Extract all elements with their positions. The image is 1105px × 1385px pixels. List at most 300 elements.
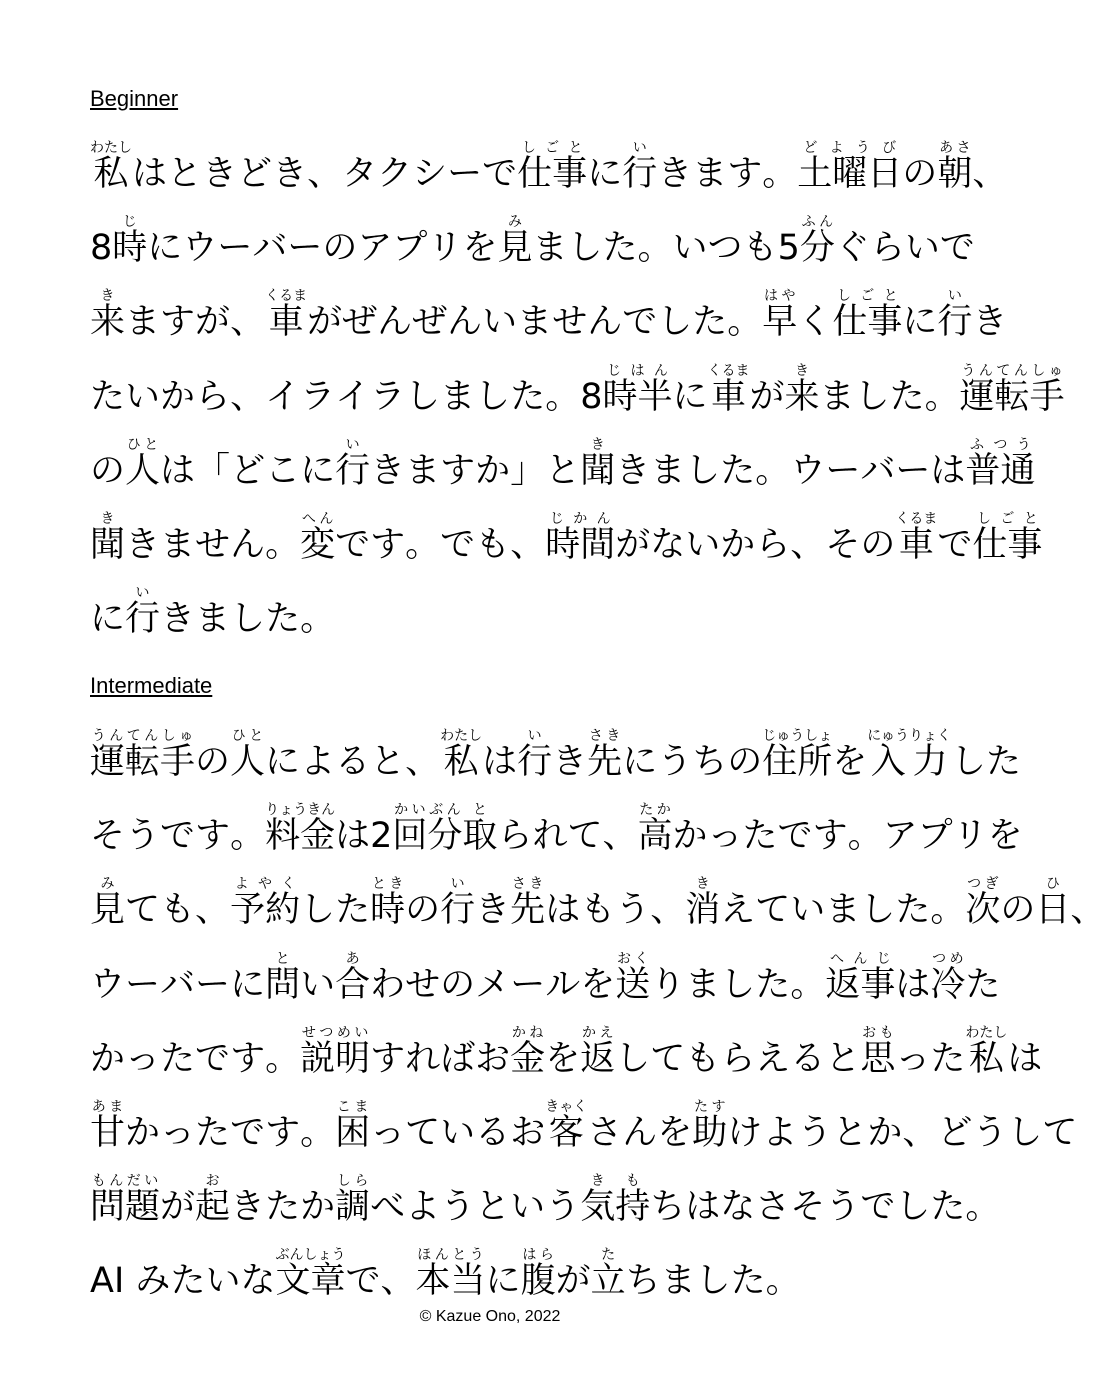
text-char: っ [895, 1038, 931, 1079]
text-char: た [195, 1113, 231, 1153]
text-char: ー [195, 964, 231, 1005]
text-char: 。 [545, 376, 581, 417]
text-char: う [125, 816, 161, 857]
text-char: べ [370, 1187, 406, 1228]
text-char: 。 [924, 376, 960, 417]
text-char: を [657, 1113, 693, 1153]
text-char: で [160, 816, 196, 857]
text-char: っ [160, 1113, 196, 1153]
furigana-reading: と [462, 802, 498, 819]
text-char: は [685, 1187, 721, 1228]
furigana-reading: み [90, 876, 125, 893]
furigana-reading: お [195, 1173, 231, 1190]
text-char: ち [625, 1261, 661, 1302]
text-char: い [904, 228, 940, 269]
beginner-line [90, 585, 895, 640]
text-char: で [939, 228, 975, 269]
furigana-reading: あさ [937, 140, 973, 156]
text-char: い [440, 1113, 476, 1153]
text-char: ま [440, 376, 476, 417]
text-char: て [1042, 1113, 1078, 1153]
text-char: 5 [777, 228, 800, 269]
text-char: を [580, 964, 616, 1005]
text-char: す [265, 1113, 301, 1153]
text-char: ー [895, 450, 931, 491]
furigana-reading: さき [587, 728, 623, 744]
text-char: か [867, 1113, 903, 1153]
text-char: よ [762, 1113, 798, 1153]
furigana-word: 行い [622, 140, 658, 194]
text-char: た [930, 1038, 966, 1079]
text-char: 、 [602, 816, 638, 857]
text-char: し [685, 450, 721, 491]
furigana-reading: かね [510, 1024, 546, 1041]
text-char: き [202, 154, 238, 194]
furigana-reading: き [685, 876, 721, 893]
text-char: タ [342, 154, 378, 194]
text-char: で [937, 525, 973, 565]
furigana-word: 問題もんだい [90, 1173, 161, 1228]
beginner-line [90, 436, 1036, 491]
text-char: 。 [300, 1113, 336, 1153]
furigana-word: 来き [784, 362, 820, 417]
text-char: 2 [370, 816, 393, 857]
text-char: バ [160, 964, 196, 1005]
text-char: し [475, 376, 511, 417]
text-char: お [475, 1038, 511, 1079]
text-char: た [986, 742, 1022, 782]
text-char: て [567, 816, 603, 857]
text-char: も [160, 890, 196, 931]
furigana-word: 変へん [300, 511, 336, 565]
text-char: ま [532, 228, 568, 269]
text-char: す [370, 1038, 406, 1079]
text-char: て [650, 1038, 686, 1079]
furigana-word: 料金りょうきん [265, 802, 336, 857]
text-char: た [889, 376, 925, 417]
furigana-word: 困こま [335, 1099, 371, 1153]
furigana-reading: い [440, 876, 476, 893]
furigana-reading: りょうきん [265, 802, 336, 819]
text-char: に [587, 154, 623, 194]
furigana-reading: せつめい [300, 1024, 371, 1041]
beginner-line [90, 214, 975, 269]
text-char: い [672, 228, 708, 269]
furigana-word: 甘あま [90, 1099, 126, 1153]
text-char: に [90, 599, 126, 640]
furigana-word: 消き [685, 876, 721, 931]
furigana-reading: ほんとう [415, 1247, 486, 1264]
furigana-reading: こま [335, 1099, 371, 1115]
furigana-word: 住所じゅうしょ [762, 728, 833, 782]
text-char: た [742, 816, 778, 857]
furigana-reading: おも [860, 1024, 896, 1041]
text-char: ー [217, 228, 253, 269]
intermediate-line [90, 876, 1105, 931]
furigana-word: 分ふん [799, 214, 835, 269]
furigana-reading: あ [335, 950, 371, 967]
furigana-word: 合あ [335, 950, 371, 1005]
furigana-word: 説明せつめい [300, 1024, 371, 1079]
text-char: 。 [765, 1261, 801, 1302]
text-char: か [672, 816, 708, 857]
text-char: バ [860, 450, 896, 491]
furigana-reading: き [580, 436, 616, 453]
intermediate-line [90, 728, 1022, 782]
furigana-reading: へんじ [825, 950, 896, 967]
furigana-reading: じゅうしょ [762, 728, 833, 744]
furigana-word: 聞き [90, 511, 126, 565]
text-char: 。 [847, 816, 883, 857]
text-char: A [90, 1261, 114, 1302]
furigana-reading: くるま [707, 362, 750, 379]
text-char: そ [90, 816, 126, 857]
text-char: き [615, 450, 651, 491]
text-char: よ [300, 742, 336, 782]
text-char: で [482, 154, 518, 194]
furigana-reading: あま [90, 1099, 126, 1115]
furigana-word: 起お [195, 1173, 231, 1228]
text-char: た [720, 450, 756, 491]
text-char: は [482, 742, 518, 782]
intermediate-line [90, 1099, 1078, 1153]
furigana-word: 問と [265, 950, 301, 1005]
text-char: き [272, 154, 308, 194]
copyright-footer: © Kazue Ono, 2022 [419, 1308, 561, 1325]
furigana-word: 行い [517, 728, 553, 782]
furigana-word: 腹はら [520, 1247, 556, 1302]
text-char: バ [252, 228, 288, 269]
text-char: ま [125, 302, 161, 343]
text-char: ら [755, 525, 791, 565]
furigana-reading: じはん [602, 362, 673, 379]
text-char: ま [405, 450, 441, 491]
furigana-word: 日ひ [1035, 876, 1071, 931]
text-char: す [160, 302, 196, 343]
text-char: で [195, 1038, 231, 1079]
furigana-reading: ひと [230, 728, 266, 744]
furigana-reading: にゅうりょく [867, 728, 952, 744]
text-char: く [797, 302, 833, 343]
furigana-reading: しごと [517, 140, 588, 156]
text-char: し [720, 964, 756, 1005]
text-char: 、 [230, 376, 266, 417]
text-char: が [195, 302, 231, 343]
text-char: ま [517, 302, 553, 343]
furigana-reading: い [517, 728, 553, 744]
furigana-word: 人ひと [125, 436, 161, 491]
text-char: ん [377, 302, 413, 343]
text-char: っ [707, 816, 743, 857]
furigana-reading: い [622, 140, 658, 156]
text-char: た [90, 376, 126, 417]
text-char: を [832, 742, 868, 782]
text-char: せ [552, 302, 588, 343]
beginner-line [90, 511, 1043, 565]
text-char: か [90, 1038, 126, 1079]
text-char: い [510, 1187, 546, 1228]
text-char: 。 [265, 525, 301, 565]
text-char: に [672, 376, 708, 417]
furigana-reading: どようび [797, 140, 903, 156]
text-char: が [555, 1261, 591, 1302]
text-char: と [832, 1113, 868, 1153]
furigana-reading: じ [112, 214, 148, 231]
furigana-reading: はや [762, 288, 798, 305]
text-char: ー [125, 964, 161, 1005]
text-char: う [440, 1187, 476, 1228]
text-char: ま [819, 376, 855, 417]
text-char: し [405, 376, 441, 417]
text-char: う [545, 1187, 581, 1228]
text-char: メ [475, 964, 511, 1005]
text-char: そ [790, 1187, 826, 1228]
text-char: 「 [195, 450, 231, 491]
text-char: し [230, 599, 266, 640]
furigana-reading: わたし [90, 140, 132, 156]
text-char: し [615, 1038, 651, 1079]
text-char: れ [405, 1038, 441, 1079]
text-char: し [951, 742, 987, 782]
text-char: 。 [965, 1187, 1001, 1228]
text-char: う [797, 1113, 833, 1153]
furigana-word: 人ひと [230, 728, 266, 782]
furigana-word: 返事へんじ [825, 950, 896, 1005]
text-char: き [370, 450, 406, 491]
text-char: い [790, 890, 826, 931]
text-char: を [462, 228, 498, 269]
text-char: 。 [727, 302, 763, 343]
furigana-word: 本当ほんとう [415, 1247, 486, 1302]
furigana-word: 運転手うんてんしゅ [90, 728, 196, 782]
text-char: け [727, 1113, 763, 1153]
text-char: か [125, 1113, 161, 1153]
furigana-reading: い [335, 436, 371, 453]
intermediate-heading: Intermediate [90, 673, 213, 698]
text-char: ー [825, 450, 861, 491]
text-char: た [692, 302, 728, 343]
text-char: は [1007, 1038, 1043, 1079]
text-char: っ [370, 1113, 406, 1153]
text-char: に [265, 742, 301, 782]
text-char: と [825, 1038, 861, 1079]
text-char: き [230, 1187, 266, 1228]
text-char: た [930, 1187, 966, 1228]
furigana-word: 予約よやく [230, 876, 301, 931]
text-char: な [720, 1187, 756, 1228]
furigana-reading: はら [520, 1247, 556, 1264]
furigana-word: 見み [497, 214, 533, 269]
text-char: た [510, 376, 546, 417]
furigana-word: 仕事しごと [517, 140, 588, 194]
furigana-reading: ふん [799, 214, 835, 231]
furigana-word: 時とき [370, 876, 406, 931]
text-char: ら [869, 228, 905, 269]
text-char: み [135, 1261, 171, 1302]
furigana-word: 土曜日どようび [797, 140, 903, 194]
text-char: ラ [370, 376, 406, 417]
text-char: た [265, 1187, 301, 1228]
furigana-reading: よやく [230, 876, 301, 893]
text-char: で [335, 525, 371, 565]
text-char: 、 [1070, 890, 1105, 931]
furigana-reading: つめ [930, 950, 966, 967]
furigana-word: 返かえ [580, 1024, 616, 1079]
intermediate-line [90, 1024, 1043, 1079]
intermediate-line [90, 802, 1023, 857]
text-char: た [730, 1261, 766, 1302]
furigana-reading: い [125, 585, 161, 602]
furigana-reading: とき [370, 876, 406, 893]
text-char: す [195, 816, 231, 857]
text-char: か [160, 376, 196, 417]
text-char: て [125, 890, 161, 931]
furigana-word: 見み [90, 876, 126, 931]
furigana-reading: うんてんしゅ [90, 728, 196, 744]
text-char: に [622, 742, 658, 782]
text-char: を [545, 1038, 581, 1079]
furigana-word: 行い [937, 288, 973, 343]
furigana-word: 取と [462, 802, 498, 857]
text-char: 、 [195, 890, 231, 931]
text-char: と [545, 450, 581, 491]
furigana-word: 時間じかん [545, 511, 616, 565]
furigana-word: 車くるま [707, 362, 750, 417]
text-char: ら [497, 816, 533, 857]
furigana-reading: くるま [895, 511, 938, 527]
text-char: す [230, 1038, 266, 1079]
text-char: の [1000, 890, 1036, 931]
text-char: ん [587, 302, 623, 343]
text-char: た [160, 1038, 196, 1079]
text-char: ど [230, 450, 266, 491]
text-char: 」 [510, 450, 546, 491]
text-char: に [300, 450, 336, 491]
text-char: は [895, 964, 931, 1005]
text-char: ど [937, 1113, 973, 1153]
furigana-word: 客きゃく [545, 1099, 588, 1153]
furigana-word: 高たか [637, 802, 673, 857]
text-char: リ [427, 228, 463, 269]
furigana-word: 運転手うんてんしゅ [959, 362, 1065, 417]
text-char: の [90, 450, 126, 491]
furigana-word: 車くるま [895, 511, 938, 565]
text-char: か [300, 1187, 336, 1228]
text-char: い [125, 376, 161, 417]
text-char: プ [392, 228, 428, 269]
text-char: か [475, 450, 511, 491]
furigana-word: 普通ふつう [965, 436, 1036, 491]
furigana-reading: ふつう [965, 436, 1036, 453]
text-char: イ [335, 376, 371, 417]
furigana-word: 私わたし [965, 1024, 1008, 1079]
text-char: 、 [230, 302, 266, 343]
furigana-reading: たか [637, 802, 673, 819]
text-char: シ [412, 154, 448, 194]
furigana-reading: きゃく [545, 1099, 588, 1115]
furigana-reading: かいぶん [392, 802, 463, 819]
furigana-word: 来き [90, 288, 126, 343]
text-char: ー [287, 228, 323, 269]
text-char: す [440, 450, 476, 491]
text-char: い [205, 1261, 241, 1302]
text-char: た [170, 1261, 206, 1302]
text-char: 、 [650, 890, 686, 931]
text-char: ま [160, 525, 196, 565]
text-char: を [987, 816, 1023, 857]
furigana-reading: き [90, 511, 125, 527]
text-char: ラ [300, 376, 336, 417]
text-char: さ [587, 1113, 623, 1153]
intermediate-line [90, 950, 1001, 1005]
furigana-reading: い [937, 288, 973, 305]
text-char: ウ [790, 450, 826, 491]
text-char: り [650, 964, 686, 1005]
furigana-word: 行い [440, 876, 476, 931]
text-char: せ [405, 964, 441, 1005]
furigana-word: 立た [590, 1247, 626, 1302]
text-char: し [854, 376, 890, 417]
text-char: が [307, 302, 343, 343]
text-char: さ [755, 1187, 791, 1228]
text-char: ら [195, 376, 231, 417]
furigana-word: 時半じはん [602, 362, 673, 417]
furigana-word: 回分かいぶん [392, 802, 463, 857]
furigana-word: 私わたし [90, 140, 132, 194]
text-char: た [965, 964, 1001, 1005]
text-char: が [615, 525, 651, 565]
furigana-word: 朝あさ [937, 140, 973, 194]
text-char: う [972, 1113, 1008, 1153]
text-char: ま [825, 890, 861, 931]
beginner-line [90, 288, 1008, 343]
text-char: は [160, 450, 196, 491]
furigana-word: 先さき [510, 876, 546, 931]
text-char: た [755, 964, 791, 1005]
text-char: は [335, 816, 371, 857]
text-char: の [405, 890, 441, 931]
text-char: き [160, 599, 196, 640]
text-char: ん [622, 1113, 658, 1153]
text-char: う [615, 890, 651, 931]
furigana-word: 聞き [580, 436, 616, 491]
text-char: で [230, 1113, 266, 1153]
text-char: 。 [265, 1038, 301, 1079]
text-char: 。 [762, 154, 798, 194]
text-char: 。 [755, 450, 791, 491]
text-char: と [167, 154, 203, 194]
furigana-word: 気持きも [580, 1173, 651, 1228]
text-char: も [685, 1038, 721, 1079]
text-char: っ [125, 1038, 161, 1079]
text-char: え [720, 890, 756, 931]
text-char: し [695, 1261, 731, 1302]
text-char: で [345, 1261, 381, 1302]
text-char: ぐ [834, 228, 870, 269]
furigana-reading: もんだい [90, 1173, 161, 1190]
text-char: も [580, 890, 616, 931]
text-char: て [755, 890, 791, 931]
text-char: 、 [510, 525, 546, 565]
text-char: 。 [300, 599, 336, 640]
text-char: に [485, 1261, 521, 1302]
furigana-reading: ひ [1035, 876, 1071, 893]
text-char: た [895, 890, 931, 931]
text-char: 。 [405, 525, 441, 565]
furigana-word: 助たす [692, 1099, 728, 1153]
furigana-reading: ぶんしょう [275, 1247, 346, 1264]
text-char: し [300, 890, 336, 931]
